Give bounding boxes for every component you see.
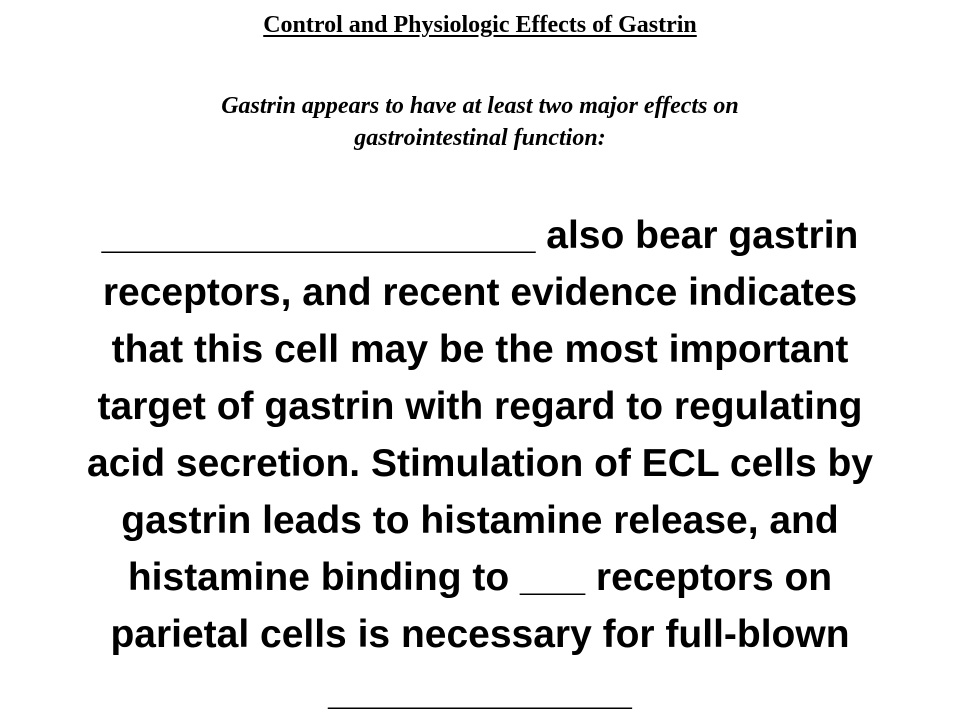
body-line: that this cell may be the most important: [111, 328, 849, 371]
body-line: ____________________ also bear gastrin: [101, 214, 859, 257]
body-line: gastrin leads to histamine release, and: [121, 499, 839, 542]
body-paragraph: [15, 207, 945, 720]
subtitle-line: Gastrin appears to have at least two major effects on: [221, 93, 739, 119]
body-line: histamine binding to ___ receptors on: [127, 556, 833, 599]
body-line: ______________: [328, 670, 632, 713]
slide-title: Control and Physiologic Effects of Gastrin: [263, 12, 697, 38]
subtitle-line: gastrointestinal function:: [354, 125, 606, 151]
slide-subtitle: [60, 90, 900, 154]
body-line: target of gastrin with regard to regulating: [97, 385, 863, 428]
body-line: parietal cells is necessary for full-blown: [110, 613, 850, 656]
body-line: acid secretion. Stimulation of ECL cells by: [87, 442, 873, 485]
body-line: receptors, and recent evidence indicates: [102, 271, 858, 314]
